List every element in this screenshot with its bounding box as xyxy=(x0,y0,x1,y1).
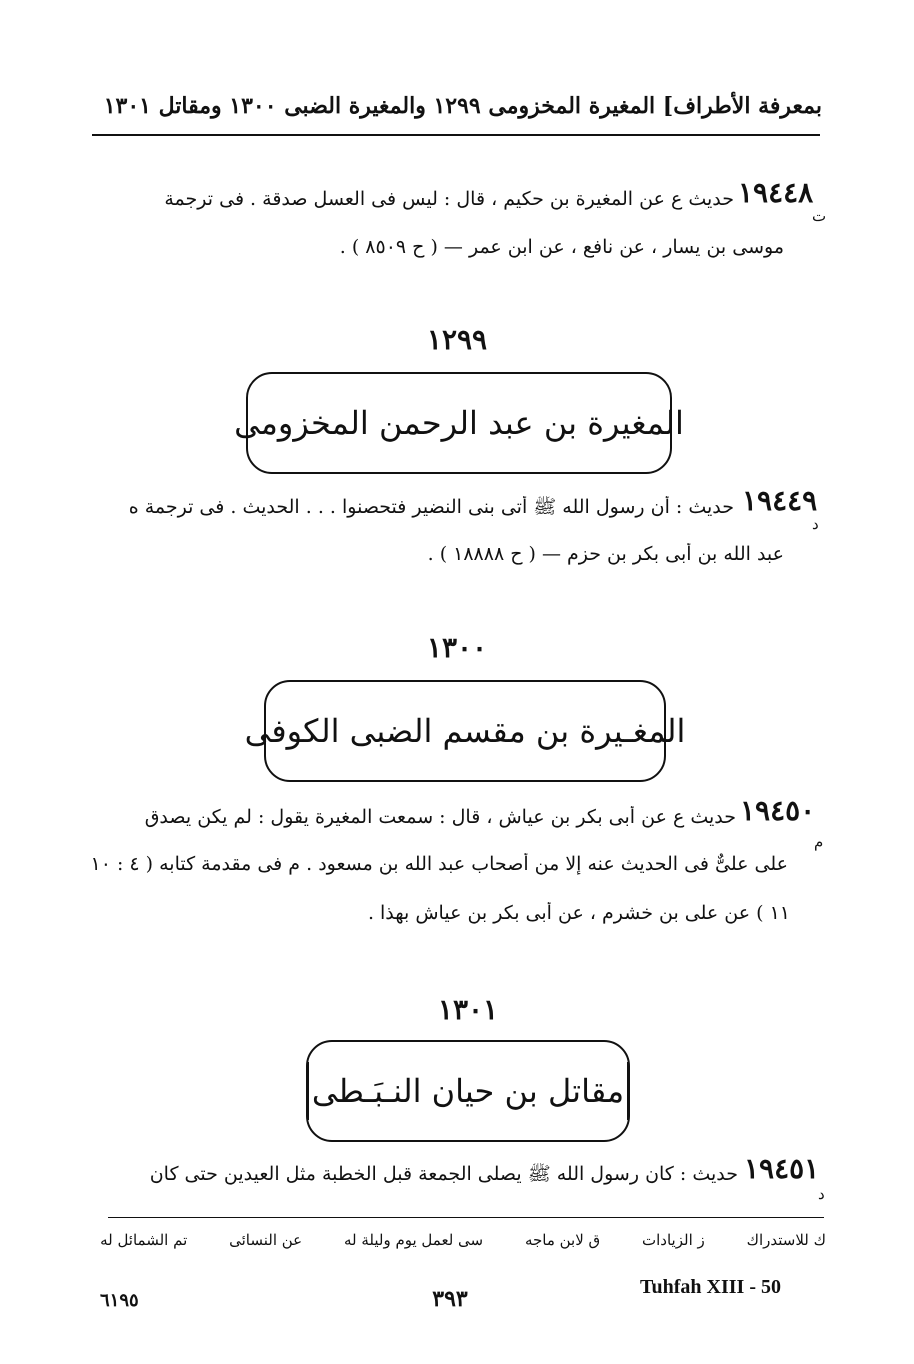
abbreviation-item: ق لابن ماجه xyxy=(524,1231,601,1249)
abbreviation-item: عن النسائى xyxy=(229,1231,303,1249)
chapter-title-frame xyxy=(308,1062,628,1121)
entry-sigla: ت xyxy=(812,207,827,225)
entry-line: عبد الله بن أبى بكر بن حزم — ( ح ١٨٨٨٨ ) . xyxy=(427,543,784,565)
entry-number: ١٩٤٥٠ xyxy=(740,794,816,827)
abbreviation-item: ز الزيادات xyxy=(642,1231,705,1249)
entry-number: ١٩٤٤٨ xyxy=(738,176,814,209)
entry-number: ١٩٤٥١ xyxy=(744,1152,820,1185)
chapter-title: مقاتل بن حيان النـبَـطى xyxy=(311,1071,625,1110)
entry-line: ١١ ) عن على بن خشرم ، عن أبى بكر بن عياش بهذا . xyxy=(367,902,790,924)
header-rule xyxy=(92,134,820,136)
entry-line: موسى بن يسار ، عن نافع ، عن ابن عمر — ( ح ٨٥٠٩ ) . xyxy=(339,236,784,258)
abbreviation-item: تم الشمائل له xyxy=(100,1231,188,1249)
chapter-number: ١٢٩٩ xyxy=(426,323,488,356)
chapter-title-box xyxy=(306,1040,630,1142)
entry-line: حديث : كان رسول الله ﷺ يصلى الجمعة قبل الخطبة مثل العيدين حتى كان xyxy=(149,1163,738,1185)
chapter-title-frame xyxy=(244,702,686,761)
chapter-title-box xyxy=(244,680,686,782)
chapter-number: ١٣٠٠ xyxy=(426,631,488,664)
abbreviation-key xyxy=(100,1226,826,1254)
entry-number: ١٩٤٤٩ xyxy=(742,484,818,517)
abbreviation-item: سى لعمل يوم وليلة له xyxy=(343,1231,484,1249)
chapter-title-box xyxy=(234,372,684,474)
entry-line: حديث : أن رسول الله ﷺ أتى بنى النضير فتحصنوا . . . الحديث . فى ترجمة ه xyxy=(128,496,734,518)
entry-line: حديث ع عن أبى بكر بن عياش ، قال : سمعت المغيرة يقول : لم يكن يصدق xyxy=(144,806,736,828)
entry-sigla: م xyxy=(814,833,824,851)
running-head: بمعرفة الأطراف] المغيرة المخزومى ١٢٩٩ والمغيرة الضبى ١٣٠٠ ومقاتل ١٣٠١ xyxy=(103,93,822,119)
chapter-title-frame xyxy=(234,394,684,453)
chapter-title: المغـيرة بن مقسم الضبى الكوفى xyxy=(244,711,686,750)
footer-rule xyxy=(108,1217,824,1218)
chapter-title: المغيرة بن عبد الرحمن المخزومى xyxy=(234,403,684,442)
entry-sigla: د xyxy=(818,1185,825,1203)
entry-line: حديث ع عن المغيرة بن حكيم ، قال : ليس فى العسل صدقة . فى ترجمة xyxy=(164,188,734,210)
abbreviation-item: ك للاستدراك xyxy=(746,1231,826,1249)
page-number: ٣٩٣ xyxy=(432,1286,468,1312)
entry-sigla: د xyxy=(812,515,819,533)
volume-label: Tuhfah XIII - 50 xyxy=(640,1276,781,1298)
entry-line: على علىٌّ فى الحديث عنه إلا من أصحاب عبد الله بن مسعود . م فى مقدمة كتابه ( ٤ : ١٠ xyxy=(90,853,788,875)
chapter-number: ١٣٠١ xyxy=(437,993,499,1026)
left-page-number: ٦١٩٥ xyxy=(100,1290,139,1311)
